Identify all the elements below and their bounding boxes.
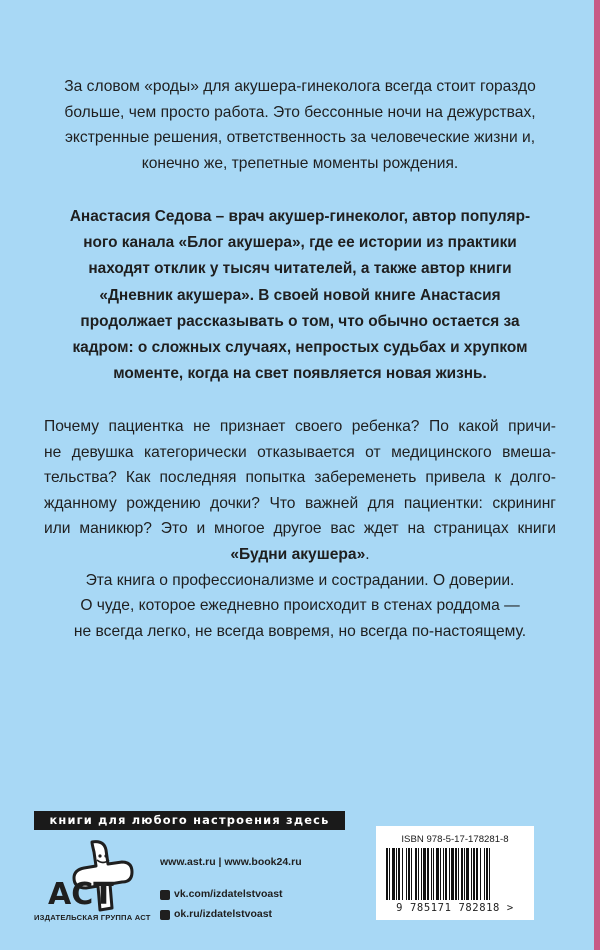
- description-paragraph: [44, 414, 556, 644]
- closing-line: О чуде, которое ежедневно происходит в стенах роддома —: [80, 597, 520, 615]
- intro-paragraph: [44, 74, 556, 176]
- barcode-bar: [480, 848, 481, 900]
- intro-line: больше, чем просто работа. Это бессонные ночи на дежурствах,: [64, 103, 536, 121]
- barcode-bar: [423, 848, 426, 900]
- barcode-bar: [458, 848, 459, 900]
- barcode-bar: [392, 848, 395, 900]
- author-paragraph: [44, 204, 556, 387]
- author-line: продолжает рассказывать о том, что обычно остается за: [80, 312, 520, 330]
- author-line: находят отклик у тысяч читателей, а также автор книги: [88, 260, 512, 278]
- author-line: моменте, когда на свет появляется новая жизнь.: [113, 365, 487, 383]
- logo-lettering: ACT: [48, 877, 114, 912]
- barcode-bar: [484, 848, 485, 900]
- barcode-bar: [451, 848, 454, 900]
- ast-logo-icon: [34, 838, 146, 914]
- barcode-box: [376, 826, 534, 920]
- book-title: «Будни акушера»: [230, 545, 366, 563]
- isbn-label: ISBN 978-5-17-178281-8: [401, 834, 509, 845]
- intro-line: За словом «роды» для акушера-гинеколога всегда стоит гораздо: [64, 78, 536, 95]
- barcode-bar: [418, 848, 419, 900]
- barcode-bar: [440, 848, 441, 900]
- barcode-bar: [433, 848, 434, 900]
- barcode-bar: [415, 848, 417, 900]
- barcode-bar: [411, 848, 412, 900]
- publisher-logo: [34, 838, 151, 938]
- closing-line: не всегда легко, не всегда вовремя, но всегда по-настоящему.: [73, 622, 527, 640]
- ok-link[interactable]: ok.ru/izdatelstvoast: [174, 908, 273, 920]
- description-line: тельства? Как последняя попытка забеременеть привела к долго-: [44, 469, 556, 487]
- barcode-bar: [464, 848, 465, 900]
- barcode-bar: [476, 848, 478, 900]
- barcode-bar: [486, 848, 488, 900]
- description-line: Почему пациентка не признает своего ребенка? По какой причи-: [44, 418, 556, 435]
- barcode-bar: [445, 848, 447, 900]
- intro-line: экстренные решения, ответственность за человеческие жизни и,: [64, 129, 536, 147]
- barcode-bar: [406, 848, 407, 900]
- barcode-bar: [466, 848, 469, 900]
- barcode-bar: [396, 848, 397, 900]
- barcode-bar: [471, 848, 472, 900]
- vk-link[interactable]: vk.com/izdatelstvoast: [174, 888, 283, 900]
- barcode-bar: [398, 848, 400, 900]
- author-line: ного канала «Блог акушера», где ее истории из практики: [83, 234, 517, 252]
- description-line: не девушка категорически отказывается от медицинского вмеша-: [44, 443, 556, 461]
- barcode-bar: [489, 848, 490, 900]
- publisher-caption: ИЗДАТЕЛЬСКАЯ ГРУППА АСТ: [34, 913, 151, 922]
- barcode-bar: [389, 848, 390, 900]
- barcode-bar: [449, 848, 450, 900]
- author-line: кадром: о сложных случаях, непростых судьбах и хрупком: [72, 339, 528, 357]
- barcode-bar: [473, 848, 475, 900]
- barcode-bar: [408, 848, 410, 900]
- barcode-bar: [386, 848, 388, 900]
- description-line: или маникюр? Это и многое другое вас ждет на страницах книги: [44, 520, 556, 538]
- barcode-icon: [382, 848, 528, 902]
- author-line: Анастасия Седова – врач акушер-гинеколог, автор популяр-: [69, 208, 531, 225]
- book-title-line: [44, 542, 556, 568]
- tagline-banner: книги для любого настроения здесь: [34, 811, 345, 830]
- barcode-bar: [443, 848, 444, 900]
- ok-icon: [160, 910, 170, 920]
- barcode-bar: [421, 848, 422, 900]
- vk-icon: [160, 890, 170, 900]
- barcode-bar: [431, 848, 432, 900]
- barcode-bar: [455, 848, 457, 900]
- websites-link[interactable]: www.ast.ru | www.book24.ru: [160, 856, 302, 868]
- spine-edge: [594, 0, 600, 950]
- barcode-bar: [436, 848, 439, 900]
- barcode-bar: [402, 848, 403, 900]
- intro-line: конечно же, трепетные моменты рождения.: [141, 154, 459, 172]
- description-line: жданному рождению дочки? Что важней для пациентки: скрининг: [44, 494, 556, 512]
- barcode-bar: [461, 848, 463, 900]
- barcode-digits: 9 785171 782818 >: [396, 902, 514, 914]
- closing-line: Эта книга о профессионализме и сострадании. О доверии.: [85, 571, 515, 589]
- barcode-bar: [427, 848, 429, 900]
- book-title-suffix: .: [365, 545, 370, 563]
- author-line: «Дневник акушера». В своей новой книге Анастасия: [99, 286, 501, 304]
